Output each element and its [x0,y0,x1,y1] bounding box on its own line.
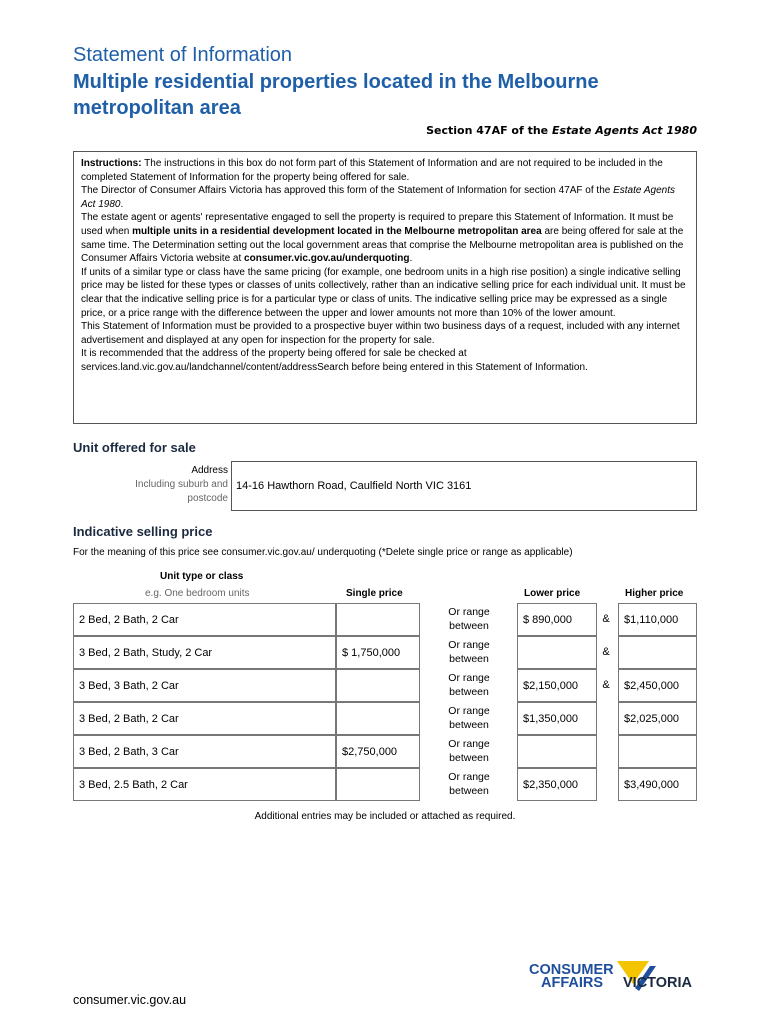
consumer-affairs-victoria-logo [529,960,704,1004]
single-price-cell[interactable] [336,669,420,702]
additional-entries-note: Additional entries may be included or attached as required. [254,811,516,822]
range-ampersand: & [602,646,610,658]
single-price-cell[interactable] [336,768,420,801]
higher-price-cell[interactable]: $2,025,000 [618,702,697,735]
range-ampersand: & [602,679,610,691]
indicative-price-heading: Indicative selling price [73,524,213,539]
higher-price-cell[interactable] [618,735,697,768]
price-note: For the meaning of this price see consumer.vic.gov.au/ underquoting (*Delete single price or range as applicable) [73,547,573,558]
higher-price-cell[interactable] [618,636,697,669]
or-range-label: Or range between [448,672,490,698]
or-range-label: Or range between [448,771,490,797]
single-price-cell[interactable] [336,702,420,735]
col-subheader-unit-example: e.g. One bedroom units [145,588,250,599]
col-header-lower-price: Lower price [524,588,581,599]
section-reference: Section 47AF of the Estate Agents Act 1980 [426,124,697,137]
single-price-cell[interactable]: $2,750,000 [336,735,420,768]
unit-type-cell[interactable]: 3 Bed, 2 Bath, 3 Car [73,735,336,768]
col-header-unit-type: Unit type or class [160,571,244,582]
higher-price-cell[interactable]: $1,110,000 [618,603,697,636]
document-heading [73,43,713,121]
unit-type-cell[interactable]: 3 Bed, 2 Bath, Study, 2 Car [73,636,336,669]
lower-price-cell[interactable] [517,636,597,669]
instructions-para-5: This Statement of Information must be provided to a prospective buyer within two business days of a request, included with any internet advertisement and displayed at any open for inspection for the property for sale. [81,321,680,346]
instructions-para-3: The estate agent or agents' representative engaged to sell the property is required to prepare this Statement of Information. It must be used when multiple units in a residential development located in the Melbourne metropolitan area are being offered for sale at the same time. The Determination setting out the local government areas that comprise the Melbourne metropolitan area is published on the Consumer Affairs Victoria website at consumer.vic.gov.au/underquoting. [81,212,684,265]
lower-price-cell[interactable]: $ 890,000 [517,603,597,636]
or-range-label: Or range between [448,606,490,632]
logo-line-2: AFFAIRS [541,975,604,991]
logo-line-1: CONSUMER [529,962,614,978]
instructions-para-2: The Director of Consumer Affairs Victoria has approved this form of the Statement of Information for section 47AF of the Estate Agents Act 1980. [81,185,675,210]
single-price-cell[interactable]: $ 1,750,000 [336,636,420,669]
col-header-single-price: Single price [346,588,403,599]
unit-offered-heading: Unit offered for sale [73,440,196,455]
instructions-para-4: If units of a similar type or class have the same pricing (for example, one bedroom units in a high rise position) a single indicative selling price may be listed for these types or classes of units collectively, rather than an indicative selling price for each individual unit. It must be clear that the indicative selling price is for a particular type or class of units. The indicative selling price may be expressed as a single price, or a price range with the difference between the upper and lower amounts not more than 10% of the lower amount. [81,266,686,319]
unit-type-cell[interactable]: 3 Bed, 2.5 Bath, 2 Car [73,768,336,801]
unit-type-cell[interactable]: 2 Bed, 2 Bath, 2 Car [73,603,336,636]
instructions-box [73,151,697,424]
unit-type-cell[interactable]: 3 Bed, 3 Bath, 2 Car [73,669,336,702]
address-label: Address Including suburb and postcode [135,465,228,504]
address-field[interactable]: 14-16 Hawthorn Road, Caulfield North VIC 3161 [231,461,697,511]
instructions-para-1: Instructions: The instructions in this box do not form part of this Statement of Information and are not required to be included in the completed Statement of Information for the property being offered for sale. [81,158,663,183]
higher-price-cell[interactable]: $3,490,000 [618,768,697,801]
document-type: Statement of Information [73,44,293,66]
col-header-higher-price: Higher price [625,588,684,599]
act-name: Estate Agents Act 1980 [551,124,697,137]
lower-price-cell[interactable] [517,735,597,768]
lower-price-cell[interactable]: $2,150,000 [517,669,597,702]
logo-line-3: VICTORIA [623,975,693,991]
instructions-para-6: It is recommended that the address of the property being offered for sale be checked at services.land.vic.gov.au/landchannel/content/addressSearch before being entered in this Statement of Information. [81,348,588,373]
or-range-label: Or range between [448,639,490,665]
unit-type-cell[interactable]: 3 Bed, 2 Bath, 2 Car [73,702,336,735]
single-price-cell[interactable] [336,603,420,636]
footer-url[interactable]: consumer.vic.gov.au [73,993,187,1007]
higher-price-cell[interactable]: $2,450,000 [618,669,697,702]
range-ampersand: & [602,613,610,625]
document-title: Multiple residential properties located in the Melbourne metropolitan area [73,71,599,119]
lower-price-cell[interactable]: $2,350,000 [517,768,597,801]
or-range-label: Or range between [448,738,490,764]
underquoting-link[interactable]: consumer.vic.gov.au/underquoting [244,253,410,265]
or-range-label: Or range between [448,705,490,731]
lower-price-cell[interactable]: $1,350,000 [517,702,597,735]
